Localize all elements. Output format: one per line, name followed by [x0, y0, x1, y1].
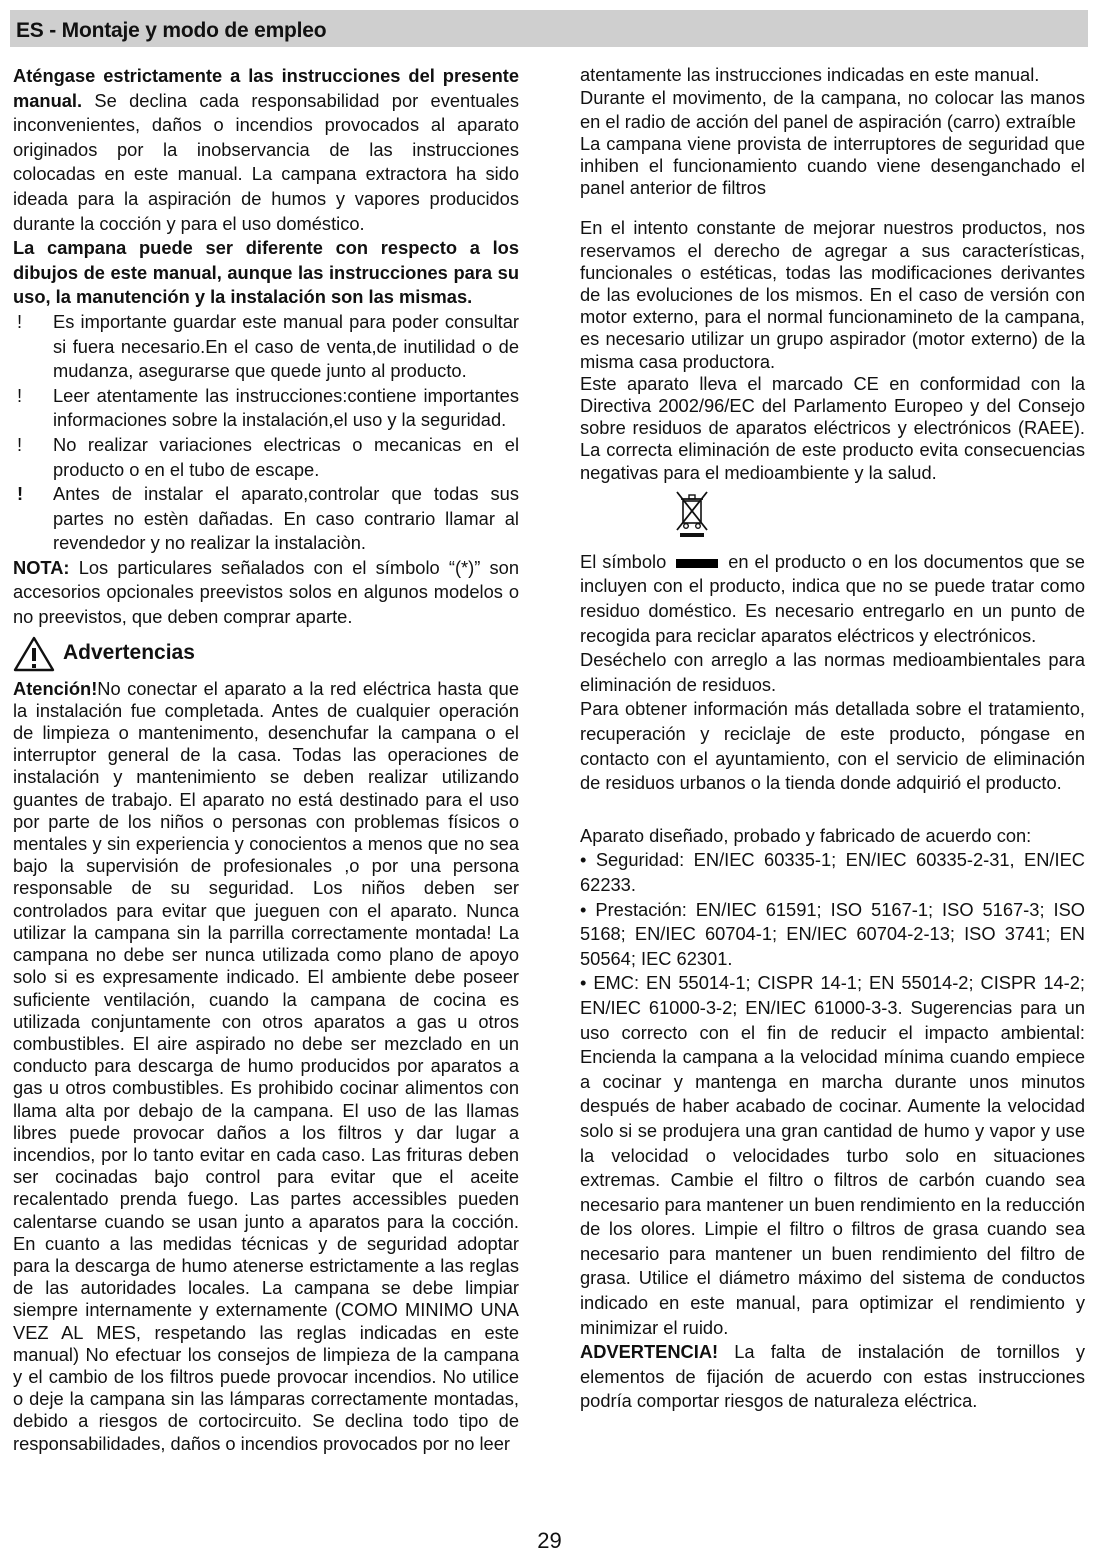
designed-line: Aparato diseñado, probado y fabricado de acuerdo con:: [580, 824, 1032, 846]
warning-triangle-icon: [13, 636, 55, 672]
section-title: ES - Montaje y modo de empleo: [16, 19, 327, 42]
standards-emc: • EMC: EN 55014-1; CISPR 14-1; EN 55014-2; CISPR 14-2; EN/IEC 61000-3-2; EN/IEC 61000-3-3. Sugerencias para un uso correcto con el fin de reducir el impacto ambiental: Encienda la campana a la velocidad mínima cuando empiece a cocinar y mantenga en marcha durante unos minutos después de haber acabado de cocinar. Aumente la velocidad solo si se produjera una gran cantidad de humo y vapor y use la velocidad o velocidades turbo solo en situaciones extremas. Cambie el filtro o filtros de carbón cuando sea necesario para mantener un buen rendimiento en la reducción de los olores. Limpie el filtro o filtros de grasa cuando sea necesario para mantener un buen rendimiento del filtro de grasa. Utilice el diámetro máximo del sistema de conductos indicado en este manual, para optimizar el rendimiento y minimizar el ruido.: [580, 972, 1085, 1338]
exclamation-mark: !: [17, 483, 24, 505]
exclamation-mark: !: [17, 433, 23, 455]
bullet-item: ! Es importante guardar este manual para poder consultar si fuera necesario.En el caso de venta,de inutilidad o de mudanza, asegurarse que quede junto al producto.: [17, 310, 519, 382]
exclamation-mark: !: [17, 384, 23, 406]
symbol-paragraph: El símbolo en el producto o en los documentos que se incluyen con el producto, indica que no se puede tratar como residuo doméstico. Es necesario entregarlo en un punto de recogida para reciclar aparatos eléctricos y electrónicos.: [580, 550, 1085, 646]
crossed-bin-icon: [674, 488, 710, 538]
bullet-item: ! Antes de instalar el aparato,controlar que todas sus partes no estèn dañadas. En caso contrario llamar al revendedor y no realizar la instalaciòn.: [17, 483, 519, 554]
ce-paragraph: Este aparato lleva el marcado CE en conformidad con la Directiva 2002/96/EC del Parlamento Europeo y del Consejo sobre residuos de aparatos eléctricos y electrónicos (RAEE). La correcta eliminación de este producto evita consecuencias negativas para el medioambiente y la salud.: [580, 372, 1085, 483]
black-bar-symbol: [676, 559, 718, 568]
bold-notice: La campana puede ser diferente con respecto a los dibujos de este manual, aunque las instrucciones para su uso, la manutención y la instalación son las mismas.: [13, 237, 519, 308]
bullet-item: ! Leer atentamente las instrucciones:contiene importantes informaciones sobre la instalación,el uso y la seguridad.: [17, 384, 519, 431]
movement-warning: Durante el movimento, de la campana, no colocar las manos en el radio de acción del panel de aspiración (carro) extraíble: [580, 87, 1085, 132]
improvement-paragraph: En el intento constante de mejorar nuestros productos, nos reservamos el derecho de agregar a sus características, funcionales o estéticas, todas las modificaciones derivantes de las evoluciones de los mismos. En el caso de versión con motor externo, para el normal funcionamineto de la campana, es necesario utilizar un grupo aspirador (motor externo) de la misma casa productora.: [580, 217, 1085, 372]
right-column: [580, 64, 1085, 1414]
warnings-heading: [13, 636, 519, 672]
nota-paragraph: NOTA: Los particulares señalados con el símbolo “(*)” son accesorios opcionales preevistos solos en algunos modelos o no preevistos, que deben comprar aparte.: [13, 556, 519, 628]
page-number: 29: [537, 1528, 562, 1553]
left-column: [13, 64, 519, 1455]
intro-paragraph: [13, 64, 519, 236]
advertencia-label: ADVERTENCIA!: [580, 1341, 719, 1363]
standards-performance: • Prestación: EN/IEC 61591; ISO 5167-1; ISO 5167-3; ISO 5168; EN/IEC 60704-1; EN/IEC 60704-2-13; ISO 3741; EN 50564; IEC 62301.: [580, 898, 1085, 969]
atencion-paragraph: Atención!No conectar el aparato a la red eléctrica hasta que la instalación fue completada. Antes de cualquier operación de limpieza o mantenimento, desenchufar la campana o el interruptor general de la casa. Todas las operaciones de instalación y mantenimiento se deben realizar utilizando guantes de trabajo. El aparato no está destinado para el uso por parte de los niños o personas con problemas físicos o mentales y sin experiencia y conocientos a menos que no sea bajo la supervisión de profesionales ,o por una persona responsable de su seguridad. Los niños deben ser controlados para evitar que jueguen con el aparato. Nunca utilizar la campana sin la parrilla correctamente montada! La campana no debe ser nunca utilizada como plano de apoyo solo si es expresamente indicado. El ambiente debe poseer suficiente ventilación, cuando la campana de cocina es utilizada conjuntamente con otros aparatos a gas u otros combustibles. El aire aspirado no debe ser mezclado en un conducto para descarga de humo producidos por aparatos a gas u otros combustibles. Es prohibido cocinar alimentos con llama alta por debajo de la campana. El uso de las llamas libres puede provocar daños a los filtros y dar lugar a incendios, por lo tanto evitar en cada caso. Las frituras deben ser cocinadas bajo control para evitar que el aceite recalentado prenda fuego. Las partes accessibles pueden calentarse cuando se usan junto a aparatos para la cocción. En cuanto a las medidas técnicas y de seguridad adoptar para la descarga de humo atenerse estrictamente a las reglas de las autoridades locales. La campana se debe limpiar siempre internamente y externamente (COMO MINIMO UNA VEZ AL MES, respetando las reglas indicadas en este manual) No efectuar los consejos de limpieza de la campana y el cambio de los filtros puede provocar incendios. No utilice o deje la campana sin las lámparas correctamente montadas, debido a riesgos de cortocircuito. Se declina todo tipo de responsabilidades, daños o incendios provocados por no leer: [13, 677, 519, 1454]
safety-switch-note: La campana viene provista de interruptores de seguridad que inhiben el funcionamiento cuando viene desenganchado el panel anterior de filtros: [580, 132, 1085, 199]
advertencia-paragraph: ADVERTENCIA! La falta de instalación de tornillos y elementos de fijación de acuerdo con estas instrucciones podría comportar riesgos de naturaleza eléctrica.: [580, 1341, 1085, 1412]
nota-label: NOTA:: [13, 556, 70, 578]
atencion-label: Atención!: [13, 677, 98, 699]
warnings-title: Advertencias: [63, 641, 195, 665]
exclamation-mark: !: [17, 310, 23, 332]
intro-text: Se declina cada responsabilidad por eventuales inconvenientes, daños o incendios provocados al aparato originados por la inobservancia de las instrucciones colocadas en este manual. La campana extractora ha sido ideada para la aspiración de humos y vapores producidos durante la cocción y para el uso doméstico.: [13, 89, 519, 234]
section-header: [10, 10, 1088, 47]
intro-bold: Aténgase estrictamente a las instrucciones del presente manual.: [13, 65, 519, 111]
bullet-item: ! No realizar variaciones electricas o mecanicas en el producto o en el tubo de escape.: [17, 433, 519, 480]
standards-safety: • Seguridad: EN/IEC 60335-1; EN/IEC 60335-2-31, EN/IEC 62233.: [580, 849, 1085, 895]
weee-symbol: [580, 484, 1085, 550]
continuation-line: atentamente las instrucciones indicadas en este manual.: [580, 64, 1040, 85]
info-paragraph: Para obtener información más detallada sobre el tratamiento, recuperación y reciclaje de este producto, póngase en contacto con el ayuntamiento, con el servicio de eliminación de residuos urbanos o la tienda donde adquirió el producto.: [580, 698, 1085, 794]
dispose-paragraph: Deséchelo con arreglo a las normas medioambientales para eliminación de residuos.: [580, 649, 1085, 695]
